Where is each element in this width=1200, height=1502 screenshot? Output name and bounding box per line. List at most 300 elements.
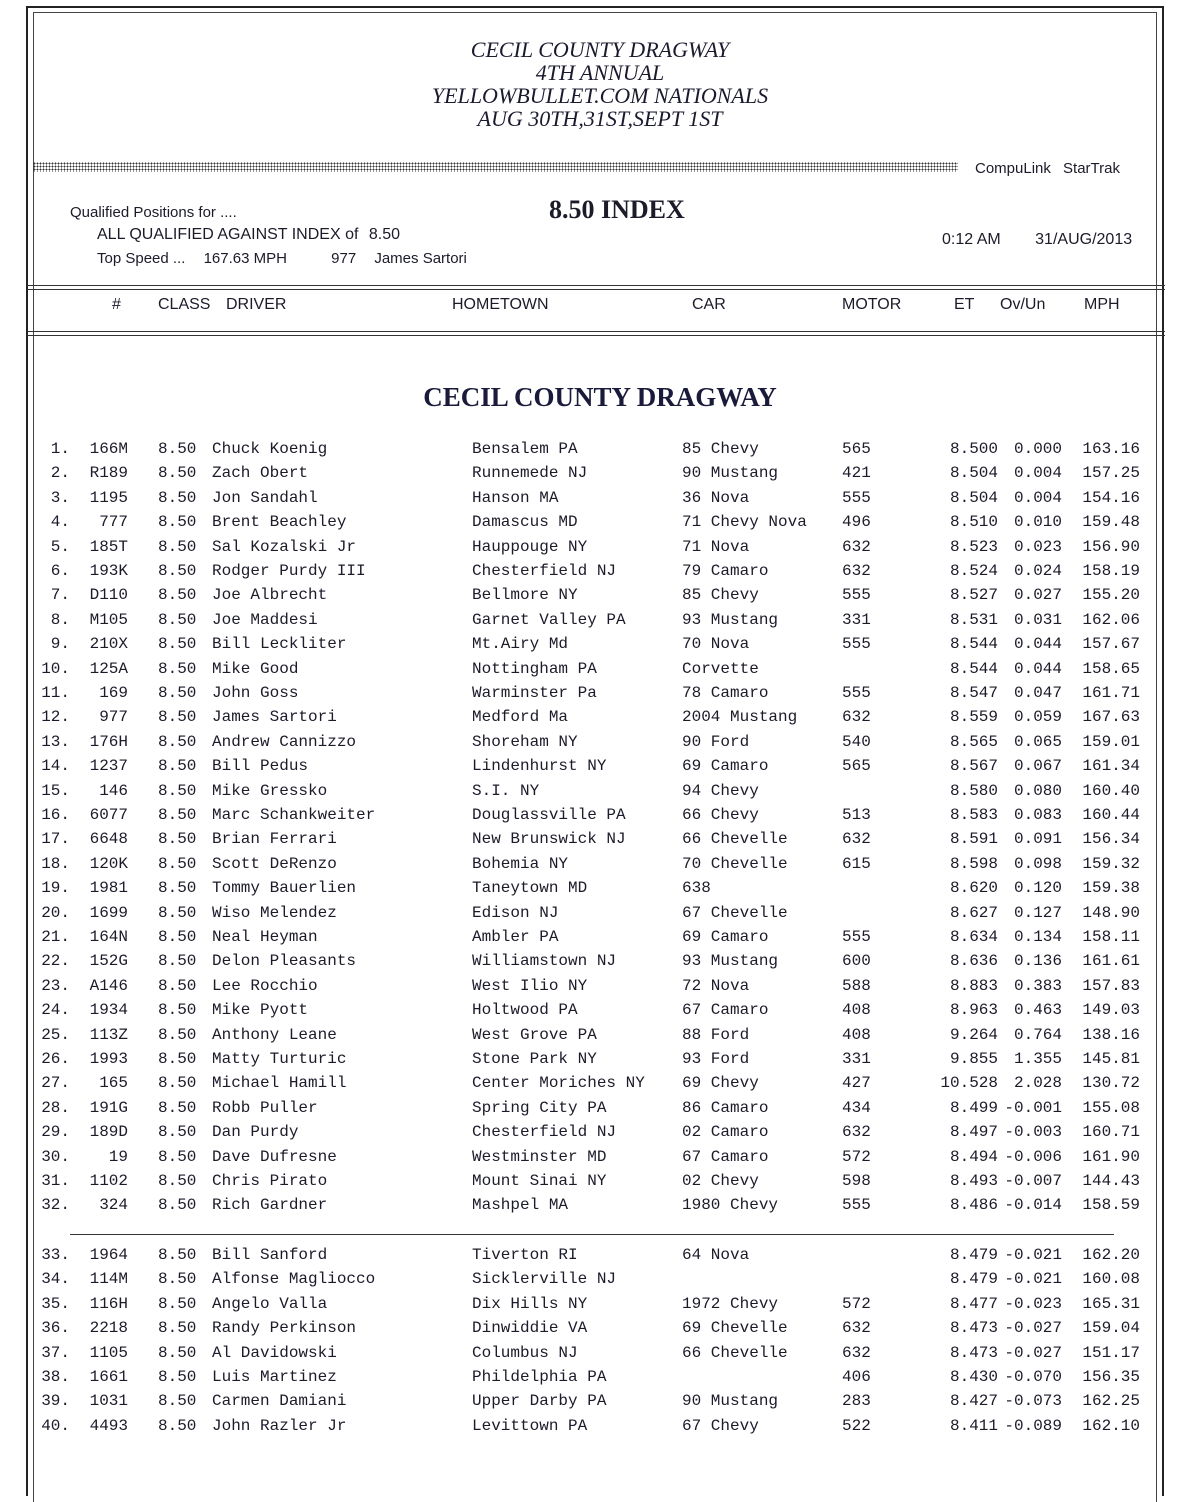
cell-mph: 161.34 <box>1082 757 1140 776</box>
cell-motor: 421 <box>842 464 871 483</box>
cell-mph: 149.03 <box>1082 1001 1140 1020</box>
cell-position: 25. <box>41 1025 70 1044</box>
cell-ov-un: -0.006 <box>1004 1147 1062 1166</box>
cell-hometown: Medford Ma <box>472 708 569 727</box>
top-speed-number: 977 <box>331 250 357 267</box>
table-row <box>0 1099 1200 1123</box>
results-divider <box>70 1234 1114 1235</box>
col-header-ovun: Ov/Un <box>1000 296 1046 313</box>
cell-hometown: West Ilio NY <box>472 976 588 995</box>
cell-et: 8.634 <box>949 928 998 946</box>
col-header-et: ET <box>954 296 975 313</box>
cell-ov-un: 0.047 <box>1013 684 1062 702</box>
cell-et: 8.559 <box>949 708 998 727</box>
cell-motor: 615 <box>842 854 871 873</box>
cell-car: 67 Camaro <box>682 1147 769 1166</box>
cell-class: 8.50 <box>158 1123 197 1142</box>
cell-driver: Dan Purdy <box>212 1123 299 1142</box>
cell-et: 8.494 <box>949 1147 998 1166</box>
cell-car: 2004 Mustang <box>682 708 798 727</box>
cell-class: 8.50 <box>158 464 197 483</box>
cell-ov-un: 0.127 <box>1013 903 1062 922</box>
cell-car-number: 210X <box>89 635 128 654</box>
cell-hometown: Edison NJ <box>472 903 559 922</box>
cell-et: 10.528 <box>940 1074 998 1093</box>
cell-ov-un: 0.059 <box>1013 708 1062 727</box>
cell-motor: 555 <box>842 488 871 507</box>
cell-car: 69 Camaro <box>682 928 769 946</box>
cell-car: 69 Chevelle <box>682 1319 788 1338</box>
cell-et: 8.547 <box>949 684 998 702</box>
table-row <box>0 757 1200 781</box>
cell-motor: 427 <box>842 1074 871 1093</box>
table-row <box>0 1417 1200 1441</box>
cell-class: 8.50 <box>158 1368 197 1386</box>
cell-hometown: Williamstown NJ <box>472 952 617 971</box>
cell-position: 22. <box>41 952 70 971</box>
cell-hometown: Shoreham NY <box>472 732 578 751</box>
cell-car: 85 Chevy <box>682 440 759 458</box>
cell-driver: Brian Ferrari <box>212 830 337 849</box>
table-row <box>0 440 1200 464</box>
cell-et: 8.583 <box>949 806 998 824</box>
cell-class: 8.50 <box>158 610 197 629</box>
cell-hometown: Mt.Airy Md <box>472 635 569 654</box>
cell-car: 90 Ford <box>682 732 750 751</box>
cell-car: 70 Nova <box>682 635 750 654</box>
cell-position: 26. <box>41 1050 70 1068</box>
cell-hometown: Bellmore NY <box>472 586 578 605</box>
cell-motor: 632 <box>842 537 871 556</box>
cell-hometown: Hauppouge NY <box>472 537 588 556</box>
cell-position: 14. <box>41 757 70 776</box>
cell-hometown: Spring City PA <box>472 1098 607 1117</box>
cell-car: 69 Chevy <box>682 1074 759 1093</box>
cell-mph: 159.48 <box>1082 513 1140 532</box>
cell-ov-un: -0.014 <box>1004 1196 1062 1215</box>
cell-driver: Al Davidowski <box>212 1343 337 1362</box>
cell-et: 8.427 <box>949 1392 998 1411</box>
cell-class: 8.50 <box>158 708 197 727</box>
cell-car-number: 1934 <box>89 1001 128 1020</box>
cell-class: 8.50 <box>158 952 197 971</box>
cell-car-number: 2218 <box>89 1319 128 1338</box>
cell-et: 8.531 <box>949 610 998 629</box>
cell-position: 30. <box>41 1147 70 1166</box>
cell-car-number: 1981 <box>89 879 128 898</box>
cell-car-number: 114M <box>89 1270 128 1289</box>
cell-car-number: 125A <box>89 659 128 678</box>
cell-mph: 151.17 <box>1082 1343 1140 1362</box>
cell-mph: 155.08 <box>1082 1098 1140 1117</box>
cell-car: 93 Mustang <box>682 610 779 629</box>
cell-car-number: 4493 <box>89 1416 128 1435</box>
cell-motor: 632 <box>842 1319 871 1338</box>
table-row <box>0 1050 1200 1074</box>
cell-car-number: A146 <box>89 976 128 995</box>
col-header-driver: DRIVER <box>226 296 287 313</box>
cell-car-number: 6648 <box>89 830 128 849</box>
cell-hometown: Holtwood PA <box>472 1001 578 1020</box>
cell-motor: 406 <box>842 1368 871 1386</box>
table-row <box>0 1270 1200 1294</box>
cell-driver: Anthony Leane <box>212 1025 337 1044</box>
cell-et: 8.499 <box>949 1098 998 1117</box>
cell-class: 8.50 <box>158 1392 197 1411</box>
cell-hometown: Chesterfield NJ <box>472 1123 617 1142</box>
cell-class: 8.50 <box>158 488 197 507</box>
cell-mph: 148.90 <box>1082 903 1140 922</box>
cell-et: 9.264 <box>949 1025 998 1044</box>
cell-car: 72 Nova <box>682 976 750 995</box>
cell-motor: 572 <box>842 1147 871 1166</box>
cell-car: 66 Chevelle <box>682 1343 788 1362</box>
cell-position: 12. <box>41 708 70 727</box>
cell-position: 10. <box>41 659 70 678</box>
cell-hometown: Damascus MD <box>472 513 578 532</box>
table-row <box>0 1074 1200 1098</box>
cell-driver: James Sartori <box>212 708 337 727</box>
cell-mph: 160.44 <box>1082 806 1140 824</box>
cell-ov-un: 0.004 <box>1013 464 1062 483</box>
cell-mph: 159.01 <box>1082 732 1140 751</box>
cell-car: 71 Nova <box>682 537 750 556</box>
cell-mph: 130.72 <box>1082 1074 1140 1093</box>
cell-et: 8.504 <box>949 464 998 483</box>
cell-ov-un: -0.023 <box>1004 1294 1062 1313</box>
cell-ov-un: -0.070 <box>1004 1368 1062 1386</box>
col-header-hometown: HOMETOWN <box>452 296 549 313</box>
cell-et: 8.497 <box>949 1123 998 1142</box>
cell-mph: 154.16 <box>1082 488 1140 507</box>
cell-ov-un: -0.027 <box>1004 1343 1062 1362</box>
cell-ov-un: 0.023 <box>1013 537 1062 556</box>
cell-mph: 157.83 <box>1082 976 1140 995</box>
cell-hometown: Dix Hills NY <box>472 1294 588 1313</box>
title-line-1: CECIL COUNTY DRAGWAY <box>470 37 730 62</box>
cell-position: 27. <box>41 1074 70 1093</box>
cell-position: 32. <box>41 1196 70 1215</box>
title-line-2: 4TH ANNUAL <box>535 60 665 85</box>
cell-ov-un: 0.764 <box>1013 1025 1062 1044</box>
cell-car: 71 Chevy Nova <box>682 513 807 532</box>
cell-hometown: Ambler PA <box>472 928 559 946</box>
cell-ov-un: 0.065 <box>1013 732 1062 751</box>
cell-mph: 158.59 <box>1082 1196 1140 1215</box>
cell-position: 15. <box>41 781 70 800</box>
cell-position: 6. <box>50 562 70 580</box>
cell-class: 8.50 <box>158 1196 197 1215</box>
cell-car-number: 164N <box>89 928 128 946</box>
cell-car-number: 1102 <box>89 1172 128 1190</box>
cell-mph: 138.16 <box>1082 1025 1140 1044</box>
cell-et: 8.473 <box>949 1343 998 1362</box>
cell-et: 8.598 <box>949 854 998 873</box>
cell-car-number: D110 <box>89 586 128 605</box>
cell-position: 3. <box>50 488 70 507</box>
cell-hometown: Tiverton RI <box>472 1246 578 1264</box>
cell-et: 8.510 <box>949 513 998 532</box>
cell-et: 8.473 <box>949 1319 998 1338</box>
cell-et: 8.544 <box>949 659 998 678</box>
cell-driver: Chris Pirato <box>212 1172 328 1190</box>
cell-class: 8.50 <box>158 1270 197 1289</box>
cell-car: 64 Nova <box>682 1246 750 1264</box>
cell-car: 67 Chevy <box>682 1416 759 1435</box>
cell-car: 02 Chevy <box>682 1172 759 1190</box>
cell-driver: Joe Maddesi <box>212 610 318 629</box>
cell-motor: 598 <box>842 1172 871 1190</box>
cell-hometown: Dinwiddie VA <box>472 1319 588 1338</box>
cell-position: 9. <box>50 635 70 654</box>
cell-mph: 162.25 <box>1082 1392 1140 1411</box>
cell-et: 8.430 <box>949 1368 998 1386</box>
cell-et: 8.504 <box>949 488 998 507</box>
cell-class: 8.50 <box>158 781 197 800</box>
cell-mph: 163.16 <box>1082 440 1140 458</box>
cell-mph: 160.08 <box>1082 1270 1140 1289</box>
cell-hometown: Mount Sinai NY <box>472 1172 607 1190</box>
table-row <box>0 586 1200 610</box>
cell-car: 1980 Chevy <box>682 1196 779 1215</box>
cell-ov-un: 0.383 <box>1013 976 1062 995</box>
cell-motor: 283 <box>842 1392 871 1411</box>
cell-class: 8.50 <box>158 586 197 605</box>
cell-ov-un: 0.004 <box>1013 488 1062 507</box>
cell-car-number: 1031 <box>89 1392 128 1411</box>
top-speed-driver: James Sartori <box>374 250 467 267</box>
cell-car: 1972 Chevy <box>682 1294 779 1313</box>
cell-car: 90 Mustang <box>682 464 779 483</box>
cell-et: 8.544 <box>949 635 998 654</box>
cell-motor: 632 <box>842 1123 871 1142</box>
cell-ov-un: -0.001 <box>1004 1098 1062 1117</box>
table-row <box>0 1148 1200 1172</box>
cell-driver: Scott DeRenzo <box>212 854 337 873</box>
cell-position: 2. <box>50 464 70 483</box>
cell-driver: Wiso Melendez <box>212 903 337 922</box>
table-row <box>0 708 1200 732</box>
table-row <box>0 513 1200 537</box>
table-row <box>0 1172 1200 1196</box>
cell-motor: 632 <box>842 562 871 580</box>
cell-hometown: Taneytown MD <box>472 879 588 898</box>
cell-car-number: 191G <box>89 1098 128 1117</box>
cell-ov-un: 0.083 <box>1013 806 1062 824</box>
header-rule-top <box>27 285 1165 286</box>
cell-position: 23. <box>41 976 70 995</box>
cell-motor: 588 <box>842 976 871 995</box>
cell-position: 24. <box>41 1001 70 1020</box>
table-row <box>0 1295 1200 1319</box>
cell-car: 638 <box>682 879 711 898</box>
cell-mph: 162.20 <box>1082 1246 1140 1264</box>
cell-driver: Mike Good <box>212 659 299 678</box>
cell-car-number: 120K <box>89 854 128 873</box>
timestamp <box>942 231 1132 249</box>
cell-position: 40. <box>41 1416 70 1435</box>
cell-ov-un: 0.120 <box>1013 879 1062 898</box>
cell-ov-un: 2.028 <box>1013 1074 1062 1093</box>
cell-et: 8.524 <box>949 562 998 580</box>
top-speed-line <box>97 250 481 267</box>
cell-mph: 162.10 <box>1082 1416 1140 1435</box>
cell-car: 93 Mustang <box>682 952 779 971</box>
cell-mph: 160.40 <box>1082 781 1140 800</box>
cell-car-number: 1661 <box>89 1368 128 1386</box>
cell-position: 28. <box>41 1098 70 1117</box>
table-row <box>0 782 1200 806</box>
table-row <box>0 830 1200 854</box>
qualified-against-line <box>97 226 406 244</box>
cell-car: 69 Camaro <box>682 757 769 776</box>
table-row <box>0 1368 1200 1392</box>
cell-ov-un: 0.044 <box>1013 659 1062 678</box>
table-row <box>0 977 1200 1001</box>
cell-class: 8.50 <box>158 562 197 580</box>
col-header-car: CAR <box>692 296 726 313</box>
cell-ov-un: 1.355 <box>1013 1050 1062 1068</box>
cell-position: 36. <box>41 1319 70 1338</box>
cell-mph: 155.20 <box>1082 586 1140 605</box>
cell-car-number: 165 <box>99 1074 128 1093</box>
cell-position: 34. <box>41 1270 70 1289</box>
cell-driver: Bill Sanford <box>212 1246 328 1264</box>
cell-driver: Bill Leckliter <box>212 635 347 654</box>
cell-car: 67 Camaro <box>682 1001 769 1020</box>
cell-mph: 145.81 <box>1082 1050 1140 1068</box>
cell-motor: 632 <box>842 1343 871 1362</box>
cell-car-number: 977 <box>99 708 128 727</box>
brand-startrak: StarTrak <box>1063 160 1120 177</box>
cell-driver: Lee Rocchio <box>212 976 318 995</box>
cell-et: 8.479 <box>949 1270 998 1289</box>
table-row <box>0 489 1200 513</box>
cell-car: 67 Chevelle <box>682 903 788 922</box>
cell-mph: 156.90 <box>1082 537 1140 556</box>
cell-hometown: Nottingham PA <box>472 659 597 678</box>
cell-position: 21. <box>41 928 70 946</box>
cell-car: 90 Mustang <box>682 1392 779 1411</box>
cell-mph: 144.43 <box>1082 1172 1140 1190</box>
cell-et: 8.565 <box>949 732 998 751</box>
cell-et: 8.500 <box>949 440 998 458</box>
cell-hometown: West Grove PA <box>472 1025 597 1044</box>
cell-position: 11. <box>41 684 70 702</box>
cell-car-number: 1237 <box>89 757 128 776</box>
cell-driver: Zach Obert <box>212 464 309 483</box>
cell-car-number: 777 <box>99 513 128 532</box>
cell-motor: 540 <box>842 732 871 751</box>
cell-position: 18. <box>41 854 70 873</box>
cell-hometown: Center Moriches NY <box>472 1074 645 1093</box>
cell-ov-un: 0.091 <box>1013 830 1062 849</box>
cell-hometown: Douglassville PA <box>472 806 626 824</box>
cell-driver: Dave Dufresne <box>212 1147 337 1166</box>
cell-ov-un: 0.027 <box>1013 586 1062 605</box>
cell-mph: 165.31 <box>1082 1294 1140 1313</box>
cell-class: 8.50 <box>158 879 197 898</box>
cell-ov-un: 0.067 <box>1013 757 1062 776</box>
cell-driver: Mike Gressko <box>212 781 328 800</box>
cell-driver: Jon Sandahl <box>212 488 318 507</box>
cell-driver: Delon Pleasants <box>212 952 357 971</box>
cell-car: 85 Chevy <box>682 586 759 605</box>
cell-mph: 159.38 <box>1082 879 1140 898</box>
cell-hometown: Upper Darby PA <box>472 1392 607 1411</box>
cell-car-number: M105 <box>89 610 128 629</box>
cell-hometown: Lindenhurst NY <box>472 757 607 776</box>
title-line-3: YELLOWBULLET.COM NATIONALS <box>431 83 769 108</box>
cell-motor: 632 <box>842 708 871 727</box>
cell-car-number: 1195 <box>89 488 128 507</box>
cell-position: 4. <box>50 513 70 532</box>
cell-car: Corvette <box>682 659 759 678</box>
cell-position: 33. <box>41 1246 70 1264</box>
cell-driver: Joe Albrecht <box>212 586 328 605</box>
cell-et: 8.580 <box>949 781 998 800</box>
cell-ov-un: -0.073 <box>1004 1392 1062 1411</box>
cell-class: 8.50 <box>158 1343 197 1362</box>
cell-mph: 159.32 <box>1082 854 1140 873</box>
table-row <box>0 611 1200 635</box>
cell-motor: 565 <box>842 757 871 776</box>
cell-class: 8.50 <box>158 903 197 922</box>
cell-et: 8.627 <box>949 903 998 922</box>
col-header-class: CLASS <box>158 296 211 313</box>
table-row <box>0 952 1200 976</box>
cell-car-number: 1699 <box>89 903 128 922</box>
cell-class: 8.50 <box>158 1246 197 1264</box>
cell-mph: 158.65 <box>1082 659 1140 678</box>
cell-driver: Randy Perkinson <box>212 1319 357 1338</box>
cell-car: 66 Chevy <box>682 806 759 824</box>
cell-class: 8.50 <box>158 1319 197 1338</box>
title-line-4: AUG 30TH,31ST,SEPT 1ST <box>477 106 723 131</box>
cell-hometown: Garnet Valley PA <box>472 610 626 629</box>
cell-class: 8.50 <box>158 1050 197 1068</box>
cell-mph: 156.35 <box>1082 1368 1140 1386</box>
cell-position: 17. <box>41 830 70 849</box>
cell-mph: 158.19 <box>1082 562 1140 580</box>
dotted-divider <box>33 162 958 172</box>
cell-car: 86 Camaro <box>682 1098 769 1117</box>
cell-mph: 156.34 <box>1082 830 1140 849</box>
cell-car-number: 19 <box>108 1147 128 1166</box>
cell-driver: Luis Martinez <box>212 1368 337 1386</box>
cell-hometown: New Brunswick NJ <box>472 830 626 849</box>
cell-mph: 157.25 <box>1082 464 1140 483</box>
cell-hometown: Runnemede NJ <box>472 464 588 483</box>
cell-car-number: 166M <box>89 440 128 458</box>
cell-car: 94 Chevy <box>682 781 759 800</box>
cell-ov-un: 0.136 <box>1013 952 1062 971</box>
cell-class: 8.50 <box>158 976 197 995</box>
cell-car-number: 185T <box>89 537 128 556</box>
cell-position: 20. <box>41 903 70 922</box>
cell-car-number: 6077 <box>89 806 128 824</box>
cell-position: 19. <box>41 879 70 898</box>
cell-class: 8.50 <box>158 1416 197 1435</box>
cell-ov-un: 0.031 <box>1013 610 1062 629</box>
cell-driver: Carmen Damiani <box>212 1392 347 1411</box>
cell-motor: 513 <box>842 806 871 824</box>
cell-motor: 496 <box>842 513 871 532</box>
cell-motor: 408 <box>842 1025 871 1044</box>
table-row <box>0 635 1200 659</box>
cell-hometown: S.I. NY <box>472 781 540 800</box>
cell-car: 02 Camaro <box>682 1123 769 1142</box>
